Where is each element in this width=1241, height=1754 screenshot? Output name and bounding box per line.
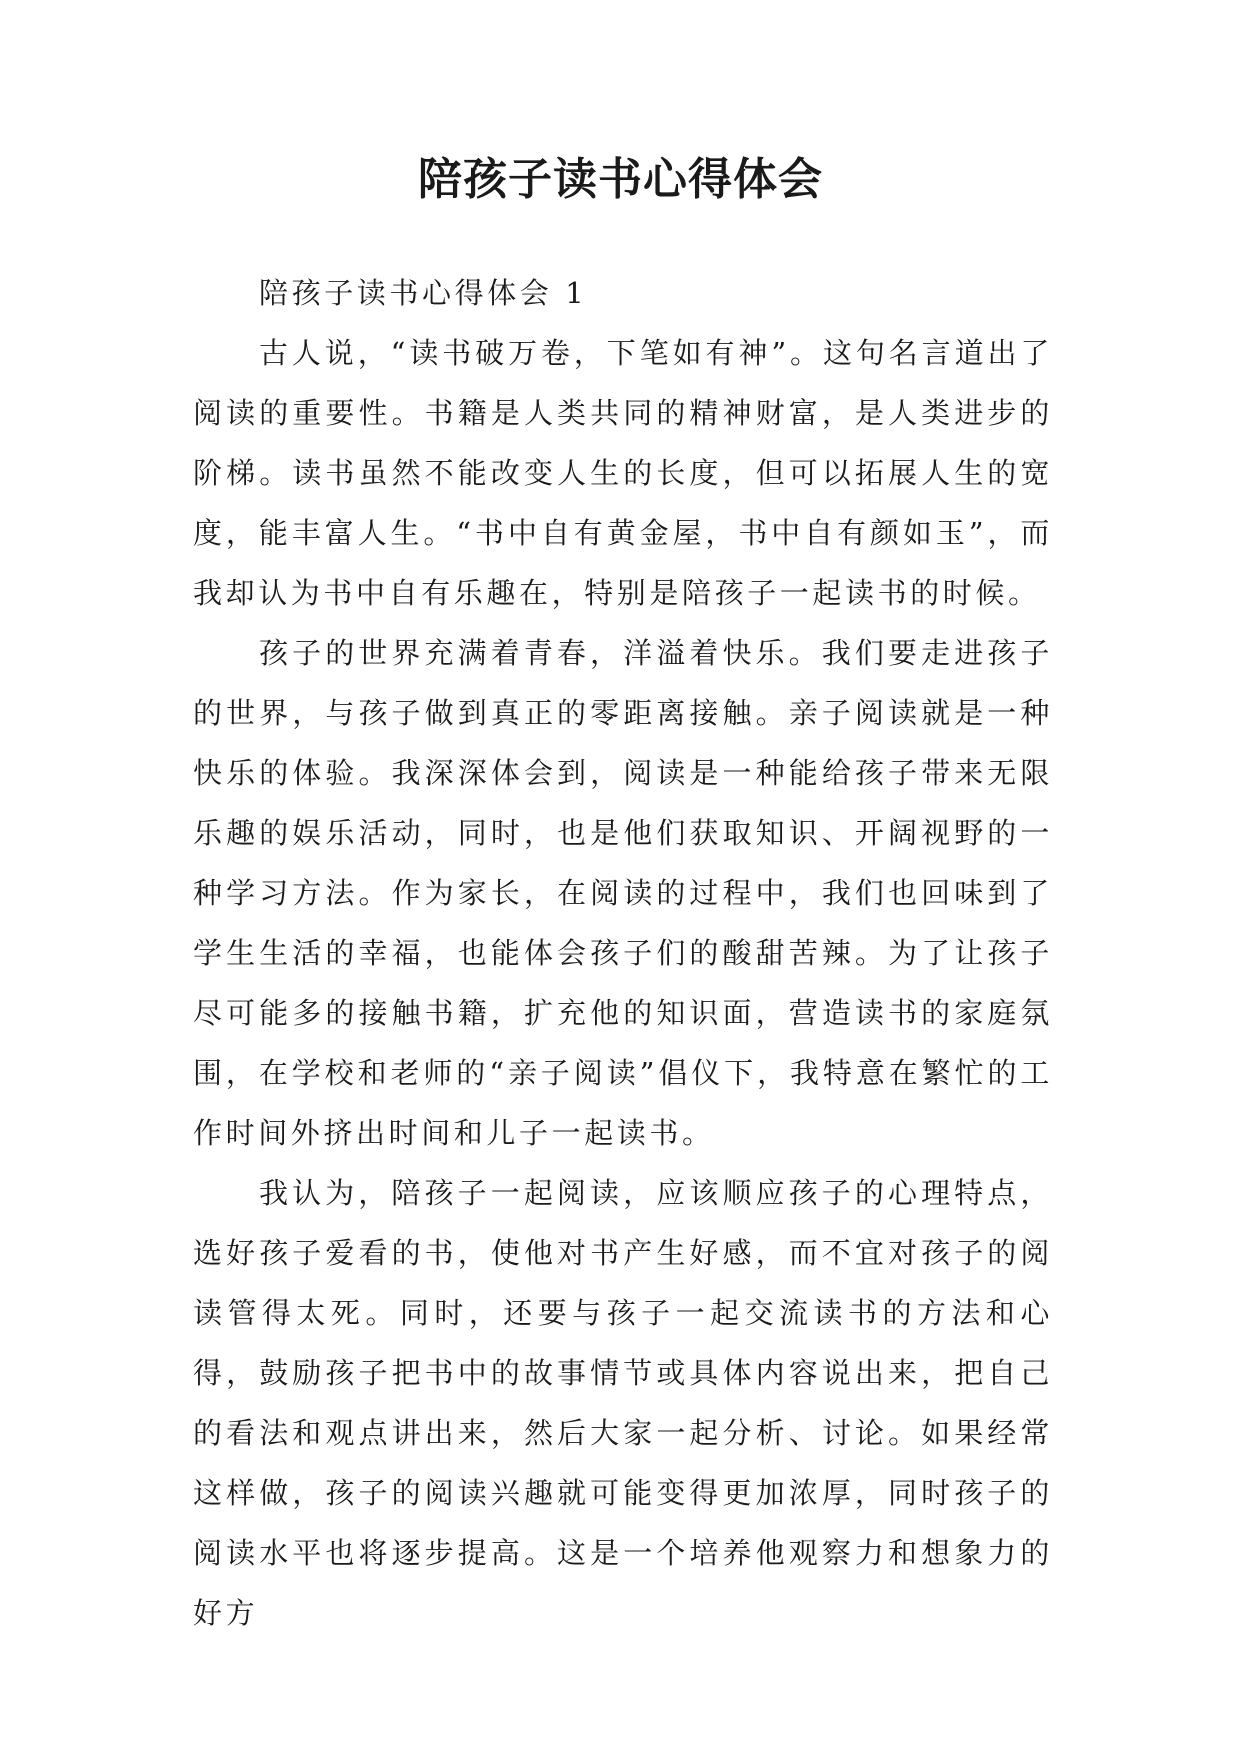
paragraph: 我认为，陪孩子一起阅读，应该顺应孩子的心理特点，选好孩子爱看的书，使他对书产生好感，而不宜对孩子的阅读管得太死。同时，还要与孩子一起交流读书的方法和心得，鼓励孩子把书中的故事情节或具体内容说出来，把自己的看法和观点讲出来，然后大家一起分析、讨论。如果经常这样做，孩子的阅读兴趣就可能变得更加浓厚，同时孩子的阅读水平也将逐步提高。这是一个培养他观察力和想象力的好方 — [193, 1176, 1053, 1630]
document-body — [193, 263, 1053, 1643]
paragraph: 孩子的世界充满着青春，洋溢着快乐。我们要走进孩子的世界，与孩子做到真正的零距离接触。亲子阅读就是一种快乐的体验。我深深体会到，阅读是一种能给孩子带来无限乐趣的娱乐活动，同时，也是他们获取知识、开阔视野的一种学习方法。作为家长，在阅读的过程中，我们也回味到了学生生活的幸福，也能体会孩子们的酸甜苦辣。为了让孩子尽可能多的接触书籍，扩充他的知识面，营造读书的家庭氛围，在学校和老师的“亲子阅读”倡仪下，我特意在繁忙的工作时间外挤出时间和儿子一起读书。 — [193, 636, 1053, 1150]
document-title: 陪孩子读书心得体会 — [418, 154, 823, 205]
paragraph: 古人说，“读书破万卷，下笔如有神”。这句名言道出了阅读的重要性。书籍是人类共同的精神财富，是人类进步的阶梯。读书虽然不能改变人生的长度，但可以拓展人生的宽度，能丰富人生。“书中自有黄金屋，书中自有颜如玉”，而我却认为书中自有乐趣在，特别是陪孩子一起读书的时候。 — [193, 336, 1053, 610]
section-heading: 陪孩子读书心得体会 1 — [259, 276, 588, 310]
